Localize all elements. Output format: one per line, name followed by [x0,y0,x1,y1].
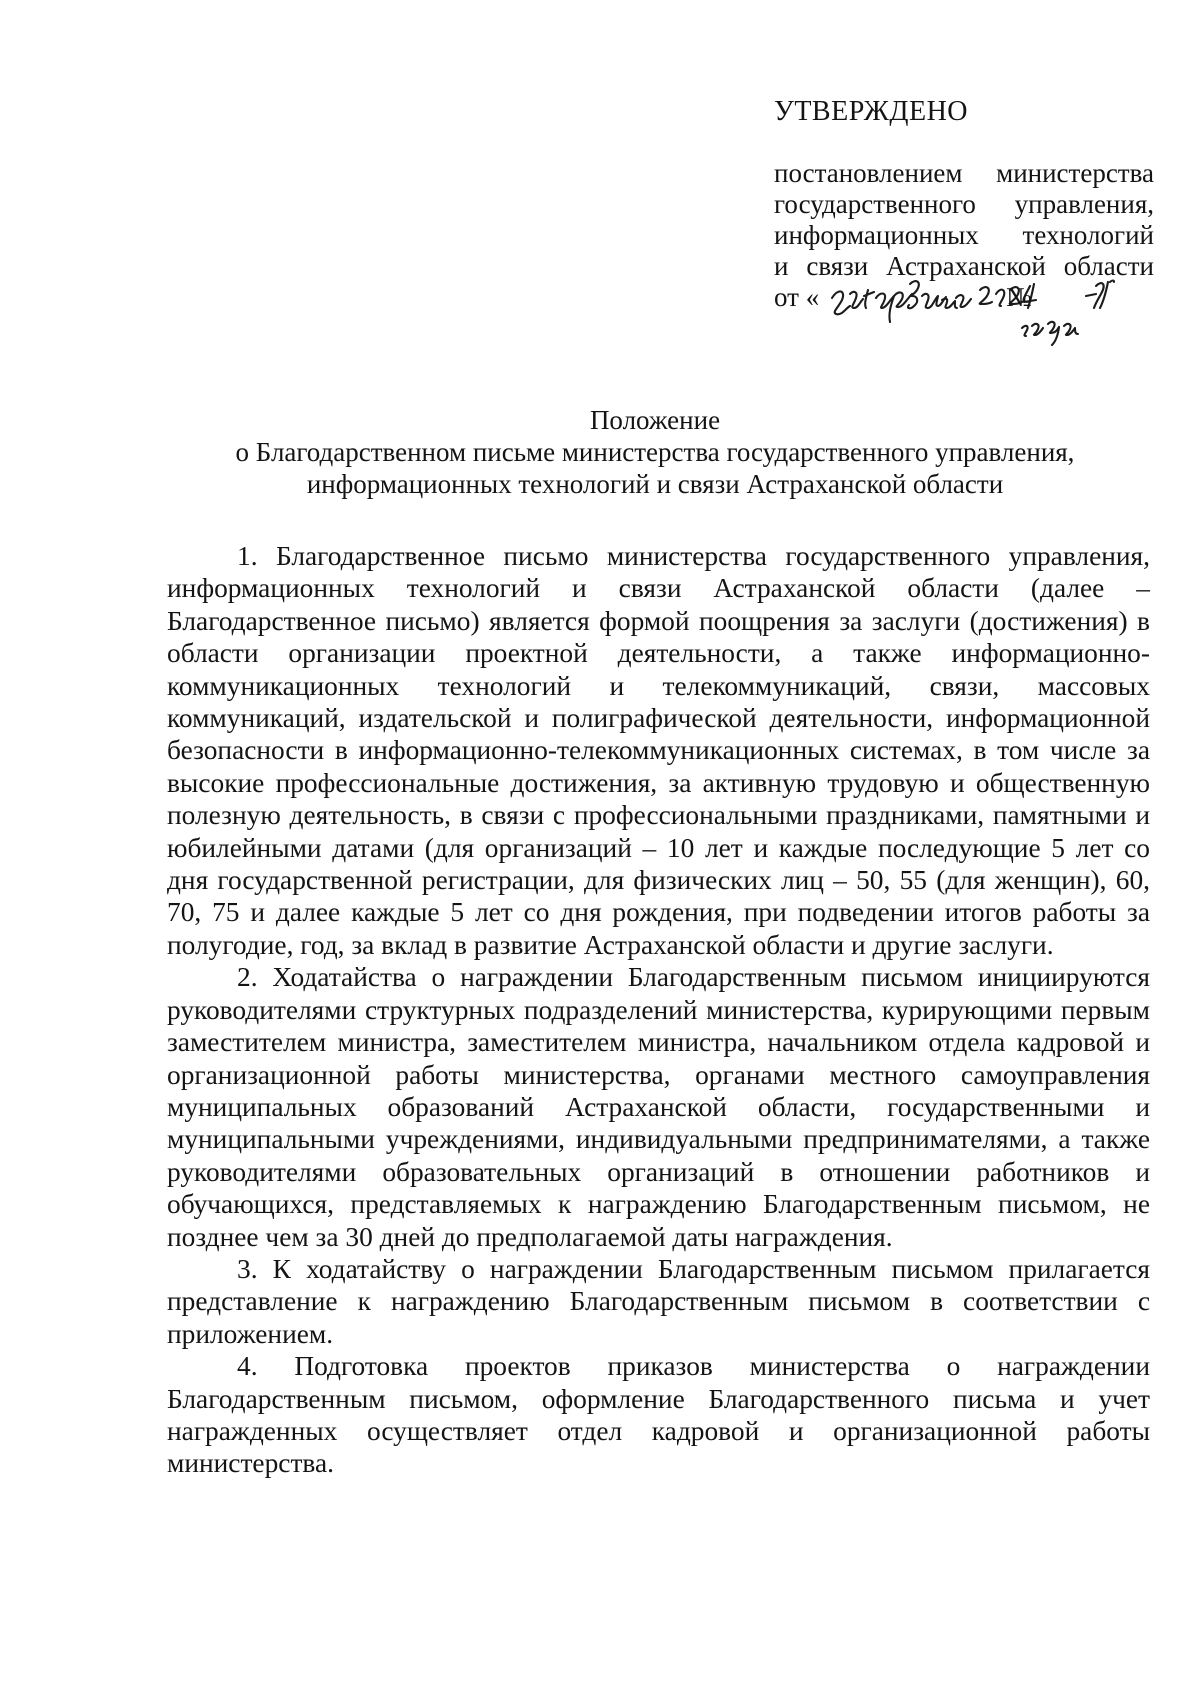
document-heading [150,404,1160,500]
paragraph-3: 3. К ходатайству о награждении Благодарственным письмом прилагается представление к награждению Благодарственным письмом в соответствии с приложением. [167,1253,1150,1349]
paragraph-4: 4. Подготовка проектов приказов министерства о награждении Благодарственным письмом, оформление Благодарственного письма и учет награжденных осуществляет отдел кадровой и организационной работы министерства. [167,1351,1150,1479]
paragraph-1: 1. Благодарственное письмо министерства государственного управления, информационных технологий и связи Астраханской области (далее – Благодарственное письмо) является формой поощрения за заслуги (достижения) в области организации проектной деятельности, а также информационно-коммуникационных технологий и телекоммуникаций, связи, массовых коммуникаций, издательской и полиграфической деятельности, информационной безопасности в информационно-телекоммуникационных системах, в том числе за высокие профессиональные достижения, за активную трудовую и общественную полезную деятельность, в связи с профессиональными праздниками, памятными и юбилейными датами (для организаций – 10 лет и каждые последующие 5 лет со дня государственной регистрации, для физических лиц – 50, 55 (для женщин), 60, 70, 75 и далее каждые 5 лет со дня рождения, при подведении итогов работы за полугодие, год, за вклад в развитие Астраханской области и другие заслуги. [167,541,1150,960]
approval-line: и связи Астраханской области [774,251,1154,281]
heading-subtitle-line1: о Благодарственном письме министерства государственного управления, [235,437,1075,467]
approval-line: постановлением министерства [774,158,1154,188]
approval-line: государственного управления, [774,189,1154,219]
number-sign: № [1006,282,1032,312]
approval-title: УТВЕРЖДЕНО [774,96,969,127]
paragraph-2: 2. Ходатайства о награждении Благодарственным письмом инициируются руководителями структурных подразделений министерства, курирующими первым заместителем министра, заместителем министра, начальником отдела кадровой и организационной работы министерства, органами местного самоуправления муниципальных образований Астраханской области, государственными и муниципальными учреждениями, индивидуальными предпринимателями, а также руководителями образовательных организаций в отношении работников и обучающихся, представляемых к награждению Благодарственным письмом, не позднее чем за 30 дней до предполагаемой даты награждения. [167,962,1150,1252]
approval-block [774,92,1154,313]
date-prefix: от « [774,282,820,312]
heading-title: Положение [589,405,721,435]
document-body [167,540,1150,1480]
approval-line: информационных технологий [774,220,1154,250]
heading-subtitle-line2: информационных технологий и связи Астраханской области [306,469,1004,499]
handwritten-date-signature [826,276,1116,346]
approval-date-line [774,282,1154,313]
